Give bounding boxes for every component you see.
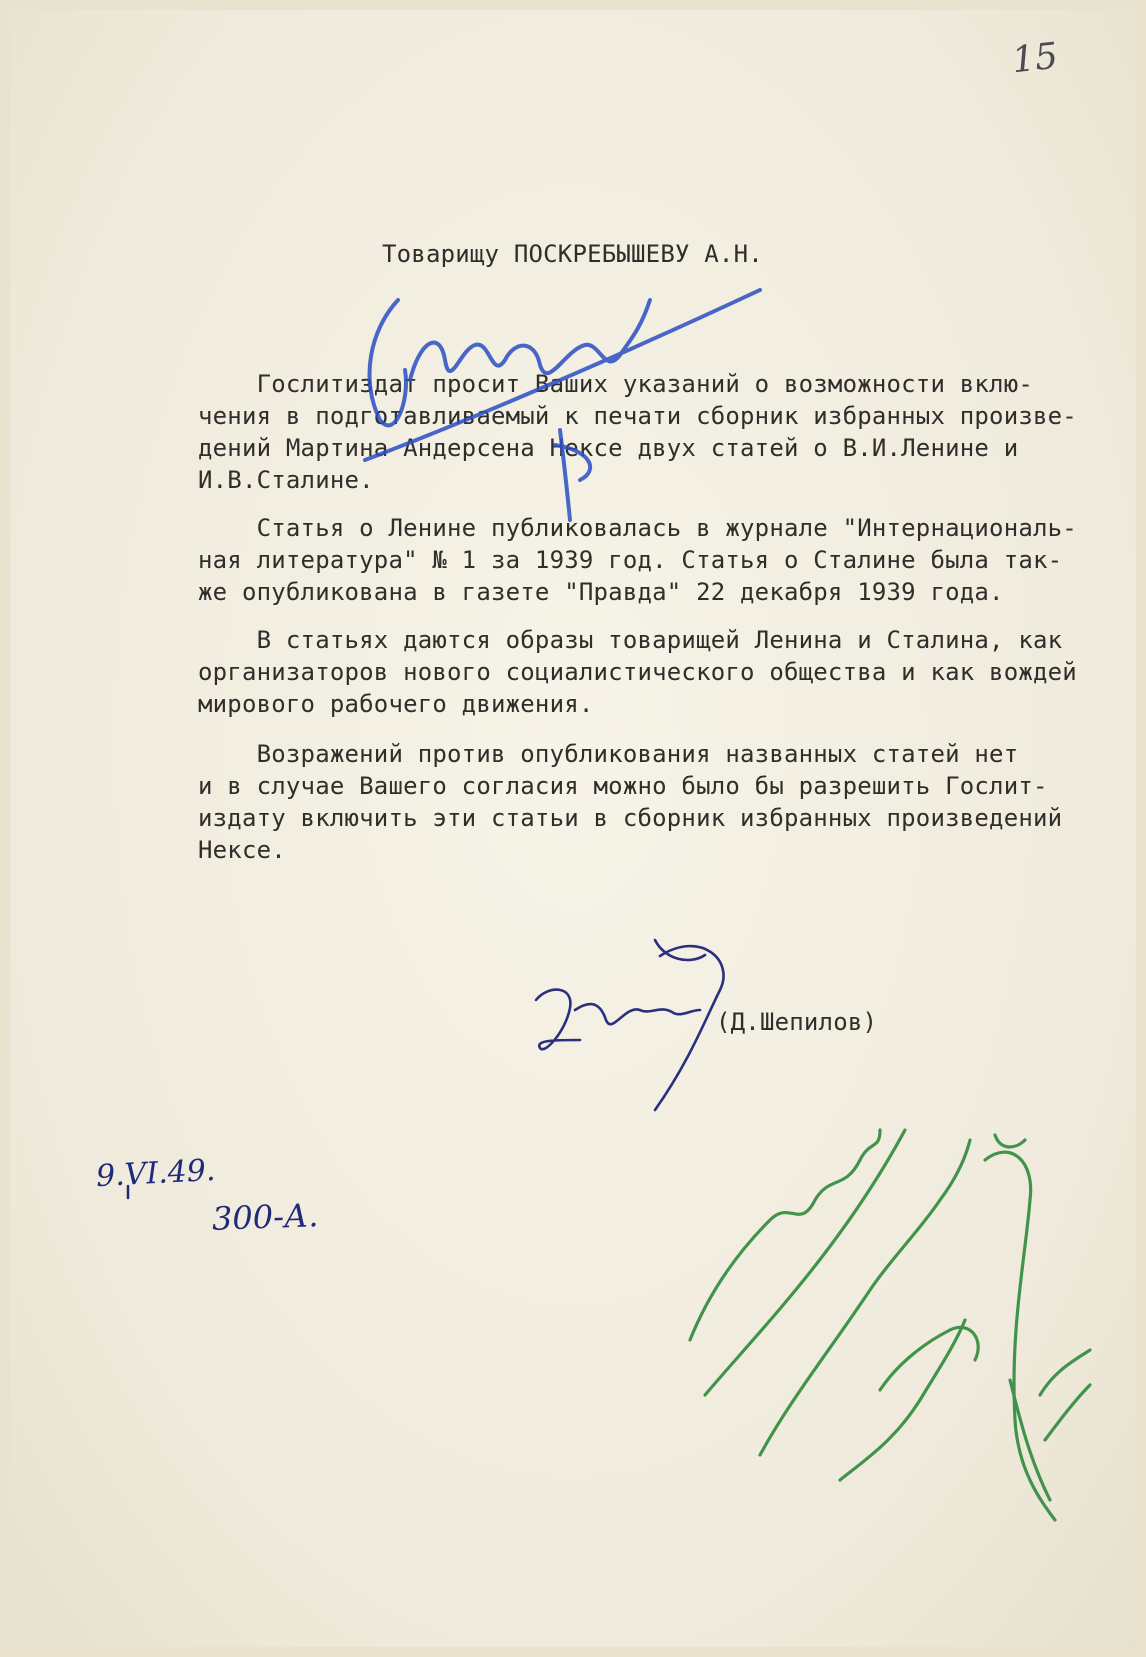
body-line: ная литература" № 1 за 1939 год. Статья о Сталине была так- xyxy=(198,546,1063,574)
registration-number: 300-А. xyxy=(211,1196,319,1238)
signer-name: (Д.Шепилов) xyxy=(716,1008,878,1036)
body-line: организаторов нового социалистического общества и как вождей xyxy=(198,658,1077,686)
body-line: Возражений против опубликования названных статей нет xyxy=(198,740,1019,768)
addressee-line: Товарищу ПОСКРЕБЫШЕВУ А.Н. xyxy=(382,240,763,268)
body-line: Нексе. xyxy=(198,836,286,864)
body-line: Статья о Ленине публиковалась в журнале "Интернациональ- xyxy=(198,514,1077,542)
body-line: издату включить эти статьи в сборник избранных произведений xyxy=(198,804,1063,832)
body-line: дений Мартина Андерсена Нексе двух статей о В.И.Ленине и xyxy=(198,434,1019,462)
body-line: И.В.Сталине. xyxy=(198,466,374,494)
body-line: же опубликована в газете "Правда" 22 декабря 1939 года. xyxy=(198,578,1004,606)
body-line: мирового рабочего движения. xyxy=(198,690,594,718)
body-line: чения в подготавливаемый к печати сборник избранных произве- xyxy=(198,402,1077,430)
green-pencil-resolution xyxy=(690,1130,1090,1520)
body-line: и в случае Вашего согласия можно было бы разрешить Гослит- xyxy=(198,772,1048,800)
page-number: 15 xyxy=(1009,35,1060,82)
handwritten-date: 9.VI.49. xyxy=(95,1152,217,1195)
shepilov-signature xyxy=(536,940,724,1110)
body-line: Гослитиздат просит Ваших указаний о возможности вклю- xyxy=(198,370,1034,398)
body-line: В статьях даются образы товарищей Ленина и Сталина, как xyxy=(198,626,1063,654)
